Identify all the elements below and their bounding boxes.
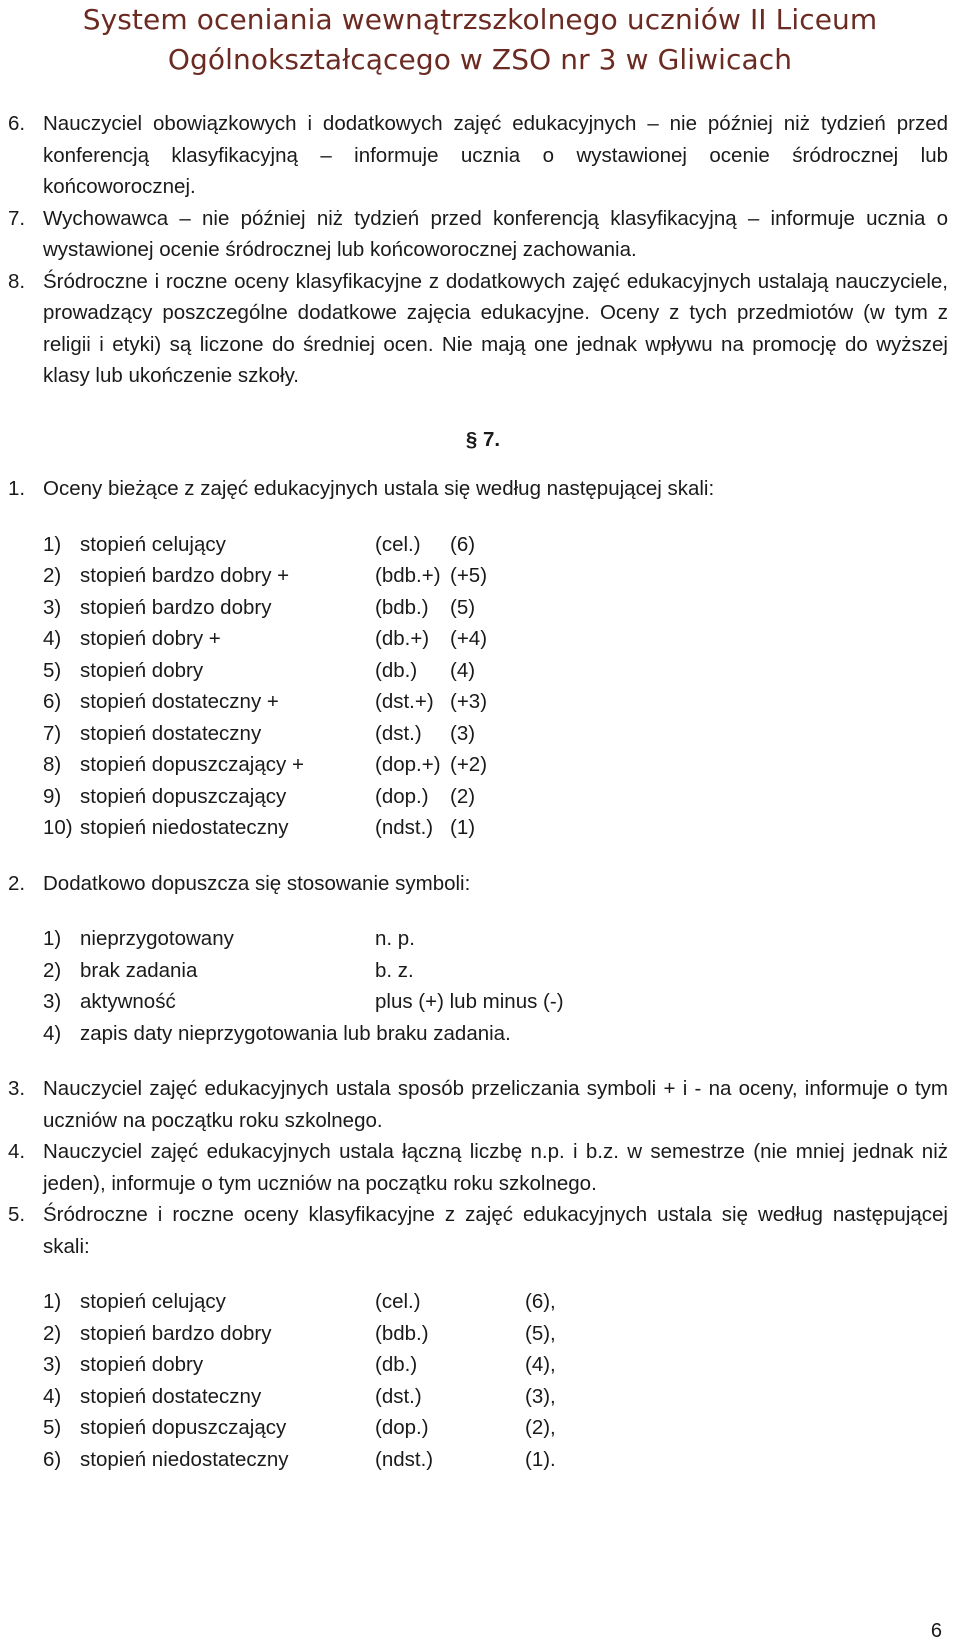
paragraph-8: [8, 266, 948, 392]
grade-name: stopień dostateczny: [80, 1384, 262, 1408]
grade-value: (+2): [450, 753, 488, 776]
paragraph-text: Śródroczne i roczne oceny klasyfikacyjne z dodatkowych zajęć edukacyjnych ustalają nauczyciele, prowadzący poszczególne dodatkowe zajęcia edukacyjne. Oceny z tych przedmiotów (w tym z religii i etyki) są liczone do średniej ocen. Nie mają one jednak wpływu na promocję do wyższej klasy lub ukończenie szkoły.: [43, 269, 948, 387]
grade-abbreviation: (cel.): [375, 532, 421, 556]
grade-name: stopień bardzo dobry: [80, 1321, 272, 1345]
list-item: [43, 749, 948, 781]
list-item: [43, 781, 948, 813]
page-number: 6: [930, 1620, 942, 1642]
grade-name: stopień niedostateczny: [80, 816, 289, 839]
grade-abbreviation: (db.): [375, 658, 418, 682]
item-number: 3): [43, 1353, 62, 1376]
list-item: [43, 1381, 948, 1413]
item-number: 3): [43, 595, 62, 619]
paragraph-number: 6.: [8, 112, 26, 135]
list-item: [43, 623, 948, 655]
grade-value: (3),: [525, 1384, 556, 1408]
final-grades-list: [8, 1286, 948, 1475]
grade-name: stopień bardzo dobry: [80, 595, 272, 619]
grade-abbreviation: (dop.): [375, 784, 429, 808]
list-item: [43, 812, 948, 844]
grade-value: (2),: [525, 1416, 556, 1439]
paragraph-text: Nauczyciel zajęć edukacyjnych ustala sposób przeliczania symboli + i - na oceny, informuje o tym uczniów na początku roku szkolnego.: [43, 1077, 948, 1132]
paragraph-5: [8, 1199, 948, 1262]
grade-abbreviation: (ndst.): [375, 1447, 434, 1471]
item-number: 1): [43, 532, 62, 556]
grade-value: (5): [450, 595, 476, 619]
grade-name: stopień dopuszczający +: [80, 753, 304, 776]
symbol-description: zapis daty nieprzygotowania lub braku zadania.: [80, 1021, 511, 1045]
item-number: 2): [43, 958, 62, 982]
page-header: [0, 0, 960, 80]
list-item: [43, 1349, 948, 1381]
paragraph-1: [8, 473, 948, 505]
paragraph-7: [8, 203, 948, 266]
symbol-name: brak zadania: [80, 958, 198, 982]
grade-abbreviation: (bdb.): [375, 595, 429, 619]
item-number: 1): [43, 1290, 62, 1313]
grade-abbreviation: (dop.): [375, 1416, 429, 1439]
list-item: [43, 560, 948, 592]
item-number: 4): [43, 1384, 62, 1408]
grade-value: (1): [450, 816, 476, 839]
grade-name: stopień niedostateczny: [80, 1447, 289, 1471]
paragraph-text: Wychowawca – nie później niż tydzień przed konferencją klasyfikacyjną – informuje ucznia o wystawionej ocenie śródrocznej lub końcoworocznej zachowania.: [43, 206, 948, 261]
item-number: 6): [43, 1447, 62, 1471]
symbol-name: nieprzygotowany: [80, 927, 234, 950]
paragraph-number: 5.: [8, 1203, 26, 1226]
list-item: [43, 923, 948, 955]
grade-abbreviation: (bdb.): [375, 1321, 429, 1345]
list-item: [43, 718, 948, 750]
header-title-line-1: System oceniania wewnątrzszkolnego uczniów II Liceum: [82, 3, 878, 36]
paragraph-text: Nauczyciel zajęć edukacyjnych ustala łączną liczbę n.p. i b.z. w semestrze (nie mniej jednak niż jeden), informuje o tym uczniów na początku roku szkolnego.: [43, 1140, 948, 1195]
item-number: 5): [43, 1416, 62, 1439]
item-number: 8): [43, 753, 62, 776]
paragraph-text: Nauczyciel obowiązkowych i dodatkowych zajęć edukacyjnych – nie później niż tydzień przed konferencją klasyfikacyjną – informuje ucznia o wystawionej ocenie śródrocznej lub końcoworocznej.: [43, 112, 948, 198]
symbols-list: [8, 923, 948, 1049]
grade-value: (3): [450, 721, 476, 745]
symbol-code: n. p.: [375, 927, 415, 950]
grade-value: (+3): [450, 690, 488, 713]
grade-abbreviation: (db.): [375, 1353, 418, 1376]
grade-name: stopień celujący: [80, 1290, 226, 1313]
grade-abbreviation: (dst.): [375, 721, 422, 745]
item-number: 2): [43, 1321, 62, 1345]
grade-value: (4): [450, 658, 476, 682]
list-item: [43, 655, 948, 687]
paragraph-number: 8.: [8, 269, 26, 293]
list-item: [43, 686, 948, 718]
list-item: [43, 529, 948, 561]
paragraph-number: 7.: [8, 206, 26, 230]
grade-name: stopień celujący: [80, 532, 226, 556]
paragraph-text: Dodatkowo dopuszcza się stosowanie symboli:: [43, 871, 471, 895]
grade-value: (+5): [450, 564, 488, 587]
item-number: 4): [43, 627, 62, 650]
paragraph-number: 4.: [8, 1140, 26, 1163]
current-grades-list: [8, 529, 948, 844]
grade-name: stopień dostateczny: [80, 721, 262, 745]
grade-name: stopień dopuszczający: [80, 1416, 287, 1439]
grade-name: stopień dobry: [80, 658, 204, 682]
item-number: 2): [43, 564, 62, 587]
paragraph-number: 2.: [8, 871, 26, 895]
section-heading: § 7.: [465, 427, 501, 451]
grade-value: (+4): [450, 627, 488, 650]
grade-name: stopień dopuszczający: [80, 784, 287, 808]
item-number: 7): [43, 721, 62, 745]
item-number: 1): [43, 927, 62, 950]
list-item: [43, 1444, 948, 1476]
paragraph-4: [8, 1136, 948, 1199]
grade-name: stopień dostateczny +: [80, 690, 279, 713]
paragraph-3: [8, 1073, 948, 1136]
list-item: [43, 1412, 948, 1444]
grade-name: stopień dobry +: [80, 627, 221, 650]
grade-abbreviation: (bdb.+): [375, 564, 441, 587]
item-number: 9): [43, 784, 62, 808]
symbol-name: aktywność: [80, 990, 176, 1013]
grade-value: (5),: [525, 1321, 556, 1345]
grade-value: (6),: [525, 1290, 556, 1313]
grade-abbreviation: (cel.): [375, 1290, 421, 1313]
grade-value: (4),: [525, 1353, 556, 1376]
grade-name: stopień dobry: [80, 1353, 204, 1376]
item-number: 3): [43, 990, 62, 1013]
list-item: [43, 1018, 948, 1050]
paragraph-text: Oceny bieżące z zajęć edukacyjnych ustala się według następującej skali:: [43, 477, 715, 500]
symbol-code: plus (+) lub minus (-): [375, 990, 564, 1013]
grade-value: (6): [450, 532, 476, 556]
paragraph-number: 3.: [8, 1077, 26, 1100]
grade-abbreviation: (ndst.): [375, 816, 434, 839]
item-number: 10): [43, 816, 73, 839]
paragraph-text: Śródroczne i roczne oceny klasyfikacyjne z zajęć edukacyjnych ustala się według następującej skali:: [43, 1203, 948, 1258]
paragraph-2: [8, 868, 948, 900]
list-item: [43, 986, 948, 1018]
grade-abbreviation: (dst.): [375, 1384, 422, 1408]
grade-name: stopień bardzo dobry +: [80, 564, 290, 587]
item-number: 4): [43, 1021, 62, 1045]
item-number: 5): [43, 658, 62, 682]
paragraph-number: 1.: [8, 477, 26, 500]
grade-abbreviation: (dst.+): [375, 690, 434, 713]
item-number: 6): [43, 690, 62, 713]
list-item: [43, 955, 948, 987]
document-body: [8, 108, 948, 1475]
grade-abbreviation: (dop.+): [375, 753, 441, 776]
list-item: [43, 1286, 948, 1318]
paragraph-6: [8, 108, 948, 203]
grade-value: (1).: [525, 1447, 556, 1471]
header-title-line-2: Ogólnokształcącego w ZSO nr 3 w Gliwicach: [167, 43, 793, 76]
symbol-code: b. z.: [375, 958, 414, 982]
list-item: [43, 592, 948, 624]
list-item: [43, 1318, 948, 1350]
grade-abbreviation: (db.+): [375, 627, 430, 650]
grade-value: (2): [450, 784, 476, 808]
